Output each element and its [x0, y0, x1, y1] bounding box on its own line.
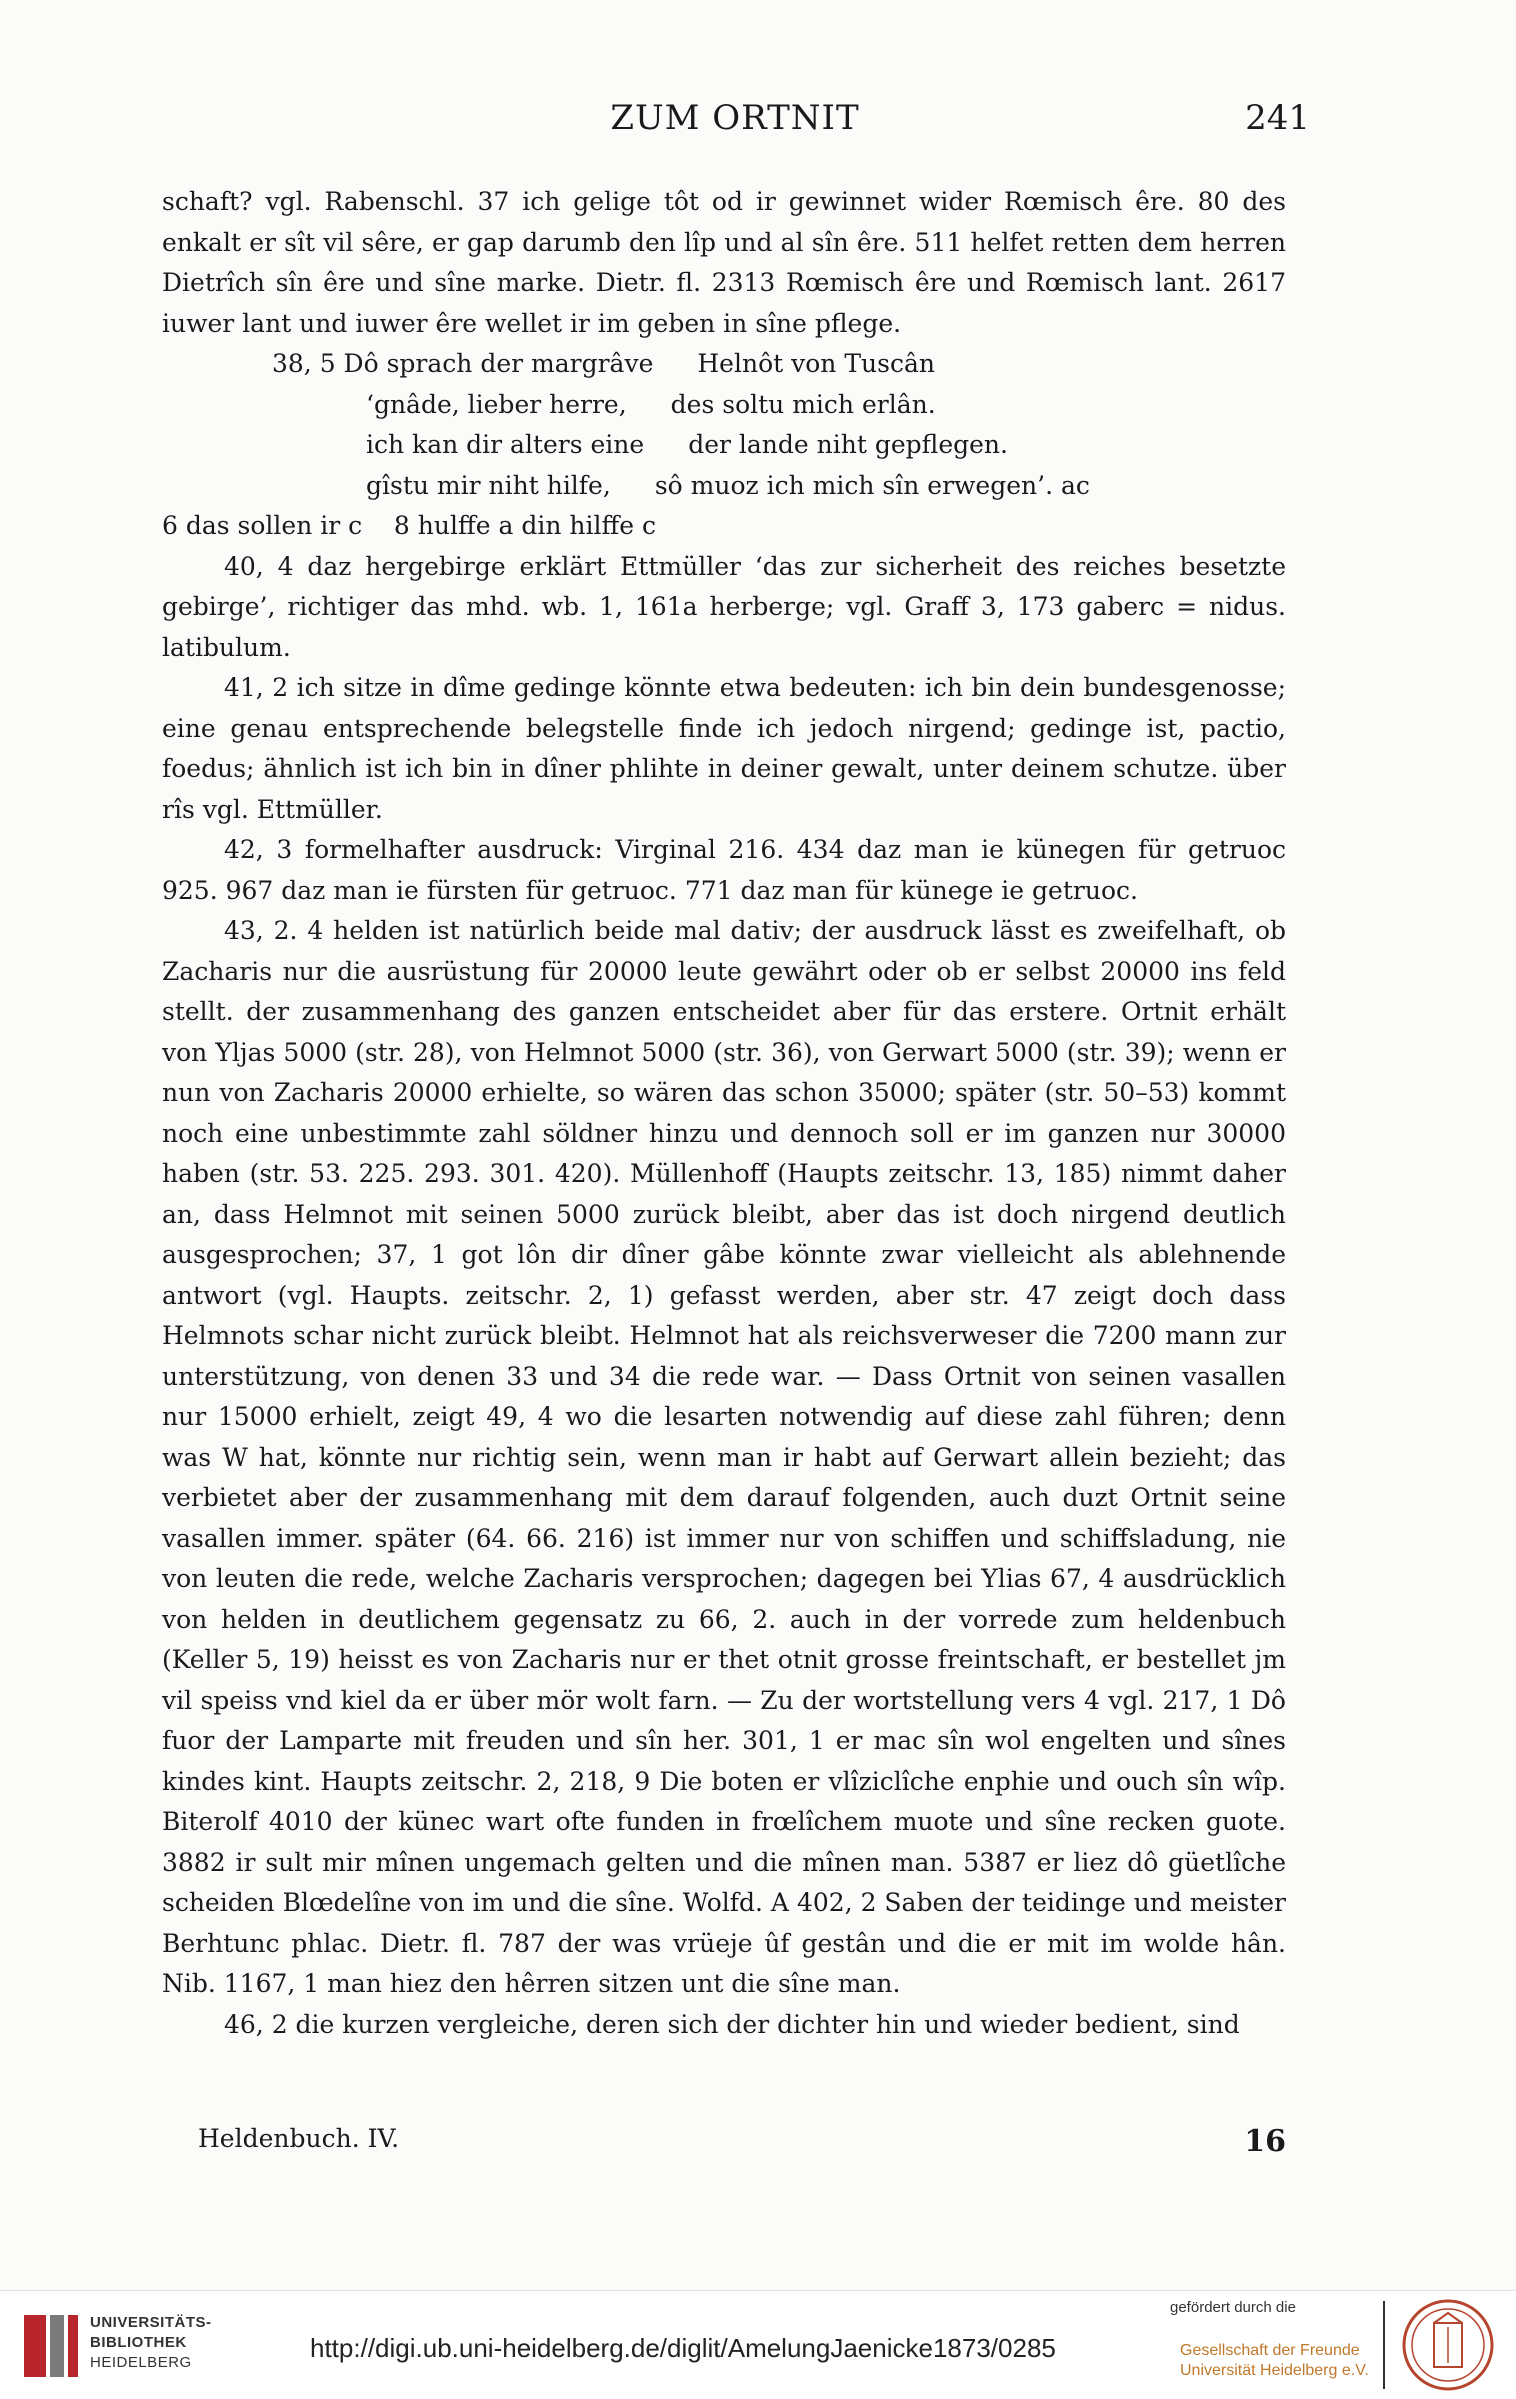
university-seal-icon [1400, 2297, 1496, 2393]
book-title: Heldenbuch. IV. [198, 2124, 400, 2153]
verse-line-3-b: der lande niht gepflegen. [688, 430, 1008, 459]
verse-line-4-b: sô muoz ich mich sîn erwegen’. ac [654, 470, 1090, 500]
verse-line-4 [272, 466, 1286, 507]
paragraph-40: 40, 4 daz hergebirge erklärt Ettmüller ‘das zur sicherheit des reiches besetzte gebirge’, richtiger das mhd. wb. 1, 161a herberge; vgl. Graff 3, 173 gaberc = nidus. latibulum. [162, 551, 1286, 662]
running-header [160, 98, 1310, 148]
funded-by-label: gefördert durch die [1170, 2299, 1296, 2316]
page-number: 241 [1245, 98, 1310, 138]
library-name-line-3: HEIDELBERG [90, 2354, 192, 2371]
page-footer [198, 2124, 1286, 2164]
library-name-line-1: UNIVERSITÄTS- [90, 2314, 212, 2331]
page-body [162, 182, 1286, 2045]
library-footer-bar [0, 2290, 1516, 2399]
library-name-line-2: BIBLIOTHEK [90, 2334, 187, 2351]
society-name-line-1: Gesellschaft der Freunde [1180, 2342, 1360, 2359]
verse-line-2-b: des soltu mich erlân. [670, 389, 936, 419]
footer-divider [1383, 2301, 1385, 2389]
verse-line-3 [272, 425, 1286, 466]
paragraph-41: 41, 2 ich sitze in dîme gedinge könnte etwa bedeuten: ich bin dein bundesgenosse; eine genau entsprechende belegstelle finde ich jedoch nirgend; gedinge ist, pactio, foedus; ähnlich ist ich bin in dîner phlihte in deiner gewalt, unter deinem schutze. über rîs vgl. Ettmüller. [162, 673, 1286, 824]
signature-mark: 16 [1244, 2124, 1286, 2159]
verse-line-1-b: Helnôt von Tuscân [697, 349, 935, 378]
paragraph-46: 46, 2 die kurzen vergleiche, deren sich der dichter hin und wieder bedient, sind [224, 2009, 1240, 2039]
verse-line-4-a: gîstu mir niht hilfe, [366, 470, 611, 500]
permalink-url[interactable]: http://digi.ub.uni-heidelberg.de/diglit/AmelungJaenicke1873/0285 [310, 2333, 1056, 2363]
verse-line-3-a: ich kan dir alters eine [366, 430, 645, 459]
paragraph-43: 43, 2. 4 helden ist natürlich beide mal dativ; der ausdruck lässt es zweifelhaft, ob Zacharis nur die ausrüstung für 20000 leute gewährt oder ob er selbst 20000 ins feld stellt. der zusammenhang des ganzen entscheidet aber für das erstere. Ortnit erhält von Yljas 5000 (str. 28), von Helmnot 5000 (str. 36), von Gerwart 5000 (str. 39); wenn er nun von Zacharis 20000 erhielte, so wären das schon 35000; später (str. 50–53) kommt noch eine unbestimmte zahl söldner hinzu und dennoch soll er im ganzen nur 30000 haben (str. 53. 225. 293. 301. 420). Müllenhoff (Haupts zeitschr. 13, 185) nimmt daher an, dass Helmnot mit seinen 5000 zurück bleibt, aber das ist doch nirgend deutlich ausgesprochen; 37, 1 got lôn dir dîner gâbe könnte zwar vielleicht als ablehnende antwort (vgl. Haupts. zeitschr. 2, 1) gefasst werden, aber str. 47 zeigt doch dass Helmnots schar nicht zurück bleibt. Helmnot hat als reichsverweser die 7200 mann zur unterstützung, von denen 33 und 34 die rede war. — Dass Ortnit von seinen vasallen nur 15000 erhielt, zeigt 49, 4 wo die lesarten notwendig auf diese zahl führen; denn was W hat, könnte nur richtig sein, wenn man ir habt auf Gerwart allein bezieht; das verbietet aber der zusammenhang mit dem darauf folgenden, auch duzt Ortnit seine vasallen immer. später (64. 66. 216) ist immer nur von schiffen und schiffsladung, nie von leuten die rede, welche Zacharis versprochen; dagegen bei Ylias 67, 4 ausdrücklich von helden in deutlichem gegensatz zu 66, 2. auch in der vorrede zum heldenbuch (Keller 5, 19) heisst es von Zacharis nur er thet otnit grosse freintschaft, er bestellet jm vil speiss vnd kiel da er über mör wolt farn. — Zu der wortstellung vers 4 vgl. 217, 1 Dô fuor der Lamparte mit freuden und sîn her. 301, 1 er mac sîn wol engelten und sînes kindes kint. Haupts zeitschr. 2, 218, 9 Die boten er vlîziclîche enphie und ouch sîn wîp. Biterolf 4010 der künec wart ofte funden in frœlîchem muote und sîne recken guote. 3882 ir sult mir mînen ungemach gelten und die mînen man. 5387 er liez dô güetlîche scheiden Blœdelîne von im und die sîne. Wolfd. A 402, 2 Saben der teidinge und meister Berhtunc phlac. Dietr. fl. 787 der was vrüeje ûf gestân und die er mit im wolde hân. Nib. 1167, 1 man hiez den hêrren sitzen unt die sîne man. [162, 916, 1286, 1998]
verse-line-2-a: ‘gnâde, lieber herre, [366, 389, 627, 419]
library-name [90, 2313, 212, 2373]
page-title: ZUM ORTNIT [610, 98, 860, 138]
verse-line-1-a: 38, 5 Dô sprach der margrâve [272, 349, 654, 378]
variant-readings: 6 das sollen ir c 8 hulffe a din hilffe c [162, 511, 656, 540]
society-name[interactable] [1180, 2341, 1369, 2381]
verse-line-1 [272, 344, 1286, 385]
university-library-logo-icon[interactable] [22, 2313, 82, 2379]
society-name-line-2: Universität Heidelberg e.V. [1180, 2362, 1369, 2379]
paragraph-schaft: schaft? vgl. Rabenschl. 37 ich gelige tôt od ir gewinnet wider Rœmisch êre. 80 des enkalt er sît vil sêre, er gap darumb den lîp und al sîn êre. 511 helfet retten dem herren Dietrîch sîn êre und sîne marke. Dietr. fl. 2313 Rœmisch êre und Rœmisch lant. 2617 iuwer lant und iuwer êre wellet ir im geben in sîne pflege. [162, 187, 1286, 338]
paragraph-42: 42, 3 formelhafter ausdruck: Virginal 216. 434 daz man ie künegen für getruoc 925. 967 daz man ie fürsten für getruoc. 771 daz man für künege ie getruoc. [162, 835, 1286, 905]
verse-block [162, 344, 1286, 506]
verse-line-2 [272, 385, 1286, 426]
